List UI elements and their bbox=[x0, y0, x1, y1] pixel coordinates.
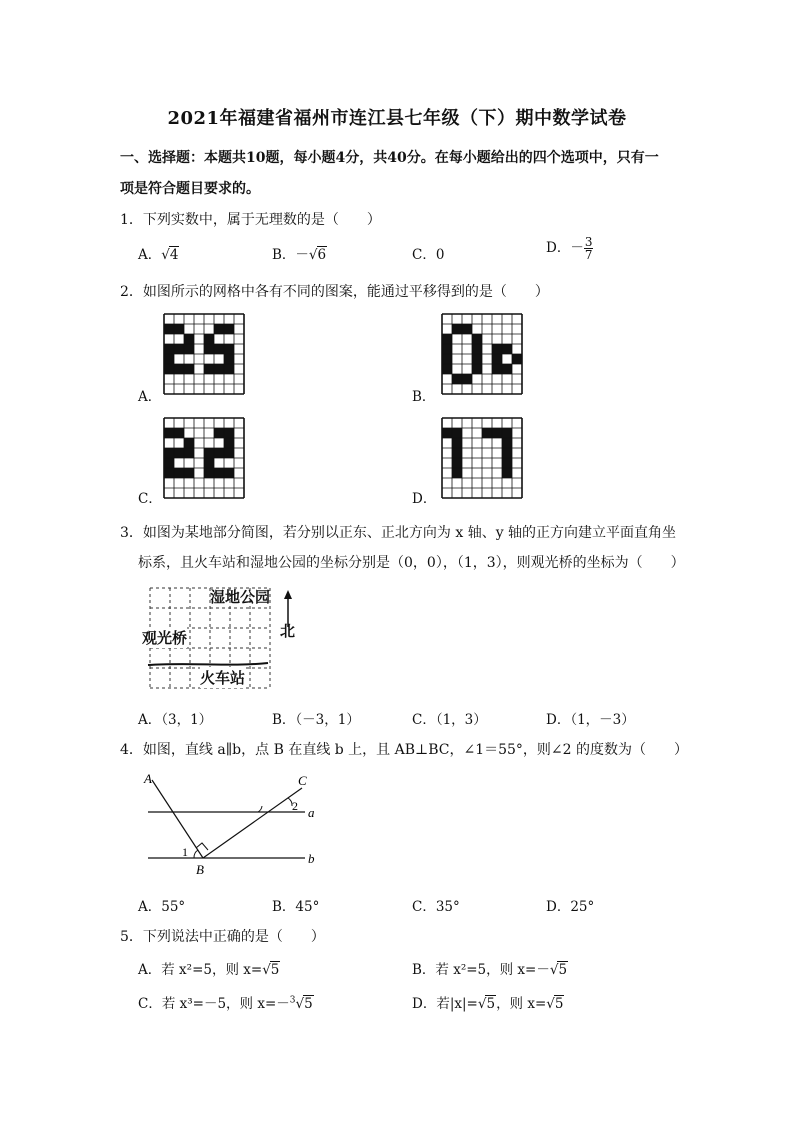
grid-filled-cell bbox=[512, 354, 522, 364]
q4-option-c: C．35° bbox=[412, 899, 460, 915]
grid-filled-cell bbox=[204, 334, 214, 344]
grid-filled-cell bbox=[224, 428, 234, 438]
grid-filled-cell bbox=[502, 448, 512, 458]
q1-d-numerator: 3 bbox=[584, 235, 593, 249]
label-point-c: C bbox=[298, 773, 307, 788]
grid-filled-cell bbox=[224, 468, 234, 478]
q5-stem: 5．下列说法中正确的是（ ） bbox=[120, 929, 325, 945]
grid-filled-cell bbox=[224, 324, 234, 334]
q5-c-index: 3 bbox=[289, 995, 296, 1006]
q5-a-value: 5 bbox=[270, 962, 280, 978]
q2-option-c-label: C． bbox=[138, 491, 162, 507]
grid-filled-cell bbox=[174, 468, 184, 478]
q2-option-a-label: A． bbox=[138, 389, 162, 405]
q5-a-text: A．若 x²=5，则 x= bbox=[138, 962, 263, 978]
grid-filled-cell bbox=[184, 438, 194, 448]
q3-stem-line2: 标系，且火车站和湿地公园的坐标分别是（0，0），（1，3），则观光桥的坐标为（ ） bbox=[138, 555, 685, 571]
q4-geometry-figure bbox=[140, 770, 325, 880]
grid-filled-cell bbox=[472, 334, 482, 344]
grid-filled-cell bbox=[214, 344, 224, 354]
grid-filled-cell bbox=[472, 364, 482, 374]
grid-filled-cell bbox=[184, 364, 194, 374]
q2-option-b-label: B． bbox=[412, 389, 436, 405]
section-heading-line1: 一、选择题：本题共10题，每小题4分，共40分。在每小题给出的四个选项中，只有一 bbox=[120, 150, 659, 166]
map-label-station: 火车站 bbox=[200, 669, 246, 687]
grid-filled-cell bbox=[502, 438, 512, 448]
q2-grid-b bbox=[441, 313, 523, 395]
label-angle-2: 2 bbox=[292, 799, 298, 813]
grid-filled-cell bbox=[214, 324, 224, 334]
q2-grid-d bbox=[441, 417, 523, 499]
grid-filled-cell bbox=[164, 428, 174, 438]
grid-filled-cell bbox=[462, 324, 472, 334]
grid-filled-cell bbox=[502, 468, 512, 478]
label-angle-1: 1 bbox=[182, 845, 188, 859]
grid-filled-cell bbox=[472, 344, 482, 354]
q5-c-value: 5 bbox=[304, 996, 313, 1012]
page-title: 2021年福建省福州市连江县七年级（下）期中数学试卷 bbox=[167, 108, 627, 129]
q3-option-b: B．（－3，1） bbox=[272, 712, 360, 728]
q5-option-b: B．若 x²=5，则 x=－√5 bbox=[412, 962, 568, 978]
grid-filled-cell bbox=[224, 448, 234, 458]
grid-filled-cell bbox=[502, 428, 512, 438]
grid-filled-cell bbox=[164, 458, 174, 468]
q1-a-label: A． bbox=[138, 247, 162, 263]
grid-filled-cell bbox=[174, 428, 184, 438]
grid-filled-cell bbox=[184, 334, 194, 344]
q5-d-mid: ，则 x= bbox=[496, 996, 547, 1012]
grid-filled-cell bbox=[502, 364, 512, 374]
grid-filled-cell bbox=[492, 364, 502, 374]
grid-filled-cell bbox=[184, 468, 194, 478]
grid-filled-cell bbox=[502, 344, 512, 354]
grid-filled-cell bbox=[442, 354, 452, 364]
q5-option-c: C．若 x³=－5，则 x=－$^3$√5 bbox=[138, 995, 313, 1012]
map-label-bridge: 观光桥 bbox=[142, 629, 188, 647]
grid-filled-cell bbox=[184, 448, 194, 458]
map-road bbox=[148, 663, 268, 665]
grid-filled-cell bbox=[214, 364, 224, 374]
q1-option-c: C．0 bbox=[412, 247, 445, 263]
q3-stem-line1: 3．如图为某地部分简图，若分别以正东、正北方向为 x 轴、y 轴的正方向建立平面直角坐 bbox=[120, 525, 677, 541]
q1-stem: 1．下列实数中，属于无理数的是（ ） bbox=[120, 212, 381, 228]
grid-filled-cell bbox=[472, 354, 482, 364]
grid-filled-cell bbox=[452, 458, 462, 468]
q3-option-c: C．（1，3） bbox=[412, 712, 487, 728]
grid-filled-cell bbox=[164, 344, 174, 354]
q2-grid-a bbox=[163, 313, 245, 395]
grid-filled-cell bbox=[492, 354, 502, 364]
grid-filled-cell bbox=[502, 458, 512, 468]
label-line-a: a bbox=[308, 805, 315, 820]
q4-option-b: B．45° bbox=[272, 899, 320, 915]
map-label-park: 湿地公园 bbox=[210, 588, 271, 606]
grid-filled-cell bbox=[442, 334, 452, 344]
grid-filled-cell bbox=[174, 364, 184, 374]
grid-filled-cell bbox=[492, 344, 502, 354]
q1-option-b: B．－√6 bbox=[272, 247, 327, 263]
q5-b-value: 5 bbox=[558, 962, 568, 978]
grid-filled-cell bbox=[224, 438, 234, 448]
q2-grid-c bbox=[163, 417, 245, 499]
section-heading-line2: 项是符合题目要求的。 bbox=[120, 181, 260, 197]
grid-filled-cell bbox=[442, 344, 452, 354]
grid-filled-cell bbox=[214, 468, 224, 478]
grid-filled-cell bbox=[452, 468, 462, 478]
grid-filled-cell bbox=[214, 428, 224, 438]
q5-c-text: C．若 x³=－5，则 x=－ bbox=[138, 996, 290, 1012]
label-point-b: B bbox=[196, 862, 204, 877]
q5-d-sqrt1: 5 bbox=[486, 996, 496, 1012]
grid-filled-cell bbox=[492, 428, 502, 438]
grid-filled-cell bbox=[224, 364, 234, 374]
grid-filled-cell bbox=[174, 344, 184, 354]
grid-filled-cell bbox=[452, 374, 462, 384]
q1-option-a: A．√4 bbox=[138, 247, 179, 263]
q5-b-text: B．若 x²=5，则 x=－ bbox=[412, 962, 550, 978]
grid-filled-cell bbox=[204, 364, 214, 374]
label-line-b: b bbox=[308, 851, 315, 866]
grid-filled-cell bbox=[164, 448, 174, 458]
grid-filled-cell bbox=[462, 374, 472, 384]
q4-stem: 4．如图，直线 a∥b，点 B 在直线 b 上，且 AB⊥BC，∠1＝55°，则∠2 的度数为（ ） bbox=[120, 742, 688, 758]
map-label-north: 北 bbox=[280, 622, 296, 640]
grid-filled-cell bbox=[164, 364, 174, 374]
q3-option-a: A．（3，1） bbox=[138, 712, 213, 728]
grid-filled-cell bbox=[204, 344, 214, 354]
grid-filled-cell bbox=[174, 448, 184, 458]
grid-filled-cell bbox=[452, 448, 462, 458]
grid-filled-cell bbox=[214, 448, 224, 458]
q1-a-value: 4 bbox=[169, 247, 179, 263]
grid-filled-cell bbox=[184, 344, 194, 354]
label-point-a: A bbox=[144, 771, 152, 786]
grid-filled-cell bbox=[452, 428, 462, 438]
grid-filled-cell bbox=[174, 324, 184, 334]
grid-filled-cell bbox=[204, 448, 214, 458]
angle-1-arc bbox=[194, 850, 198, 858]
grid-filled-cell bbox=[164, 354, 174, 364]
grid-filled-cell bbox=[224, 344, 234, 354]
grid-filled-cell bbox=[224, 354, 234, 364]
q1-option-d bbox=[546, 236, 593, 261]
angle-left-arc bbox=[258, 806, 262, 812]
q5-d-value: 5 bbox=[554, 996, 564, 1012]
q3-option-d: D．（1，－3） bbox=[546, 712, 635, 728]
segment-ab bbox=[152, 780, 203, 858]
grid-filled-cell bbox=[442, 364, 452, 374]
grid-filled-cell bbox=[204, 468, 214, 478]
grid-filled-cell bbox=[482, 428, 492, 438]
grid-filled-cell bbox=[164, 324, 174, 334]
grid-filled-cell bbox=[442, 428, 452, 438]
q5-option-a: A．若 x²=5，则 x=√5 bbox=[138, 962, 280, 978]
grid-filled-cell bbox=[164, 468, 174, 478]
q2-option-d-label: D． bbox=[412, 491, 437, 507]
q1-b-label: B．－ bbox=[272, 247, 309, 263]
q1-b-value: 6 bbox=[317, 247, 327, 263]
q1-d-denominator: 7 bbox=[584, 248, 593, 262]
q5-option-d: D．若|x|=√5，则 x=√5 bbox=[412, 996, 564, 1012]
right-angle-mark bbox=[196, 843, 208, 850]
grid-filled-cell bbox=[452, 324, 462, 334]
q1-d-label: D．－ bbox=[546, 240, 584, 256]
grid-filled-cell bbox=[204, 458, 214, 468]
north-arrow-icon bbox=[284, 590, 292, 599]
q4-option-d: D．25° bbox=[546, 899, 595, 915]
q2-stem: 2．如图所示的网格中各有不同的图案，能通过平移得到的是（ ） bbox=[120, 284, 549, 300]
q1-d-fraction bbox=[584, 236, 594, 261]
q5-d-text: D．若|x|= bbox=[412, 996, 478, 1012]
segment-bc bbox=[203, 788, 302, 858]
grid-filled-cell bbox=[452, 438, 462, 448]
q4-option-a: A．55° bbox=[138, 899, 186, 915]
